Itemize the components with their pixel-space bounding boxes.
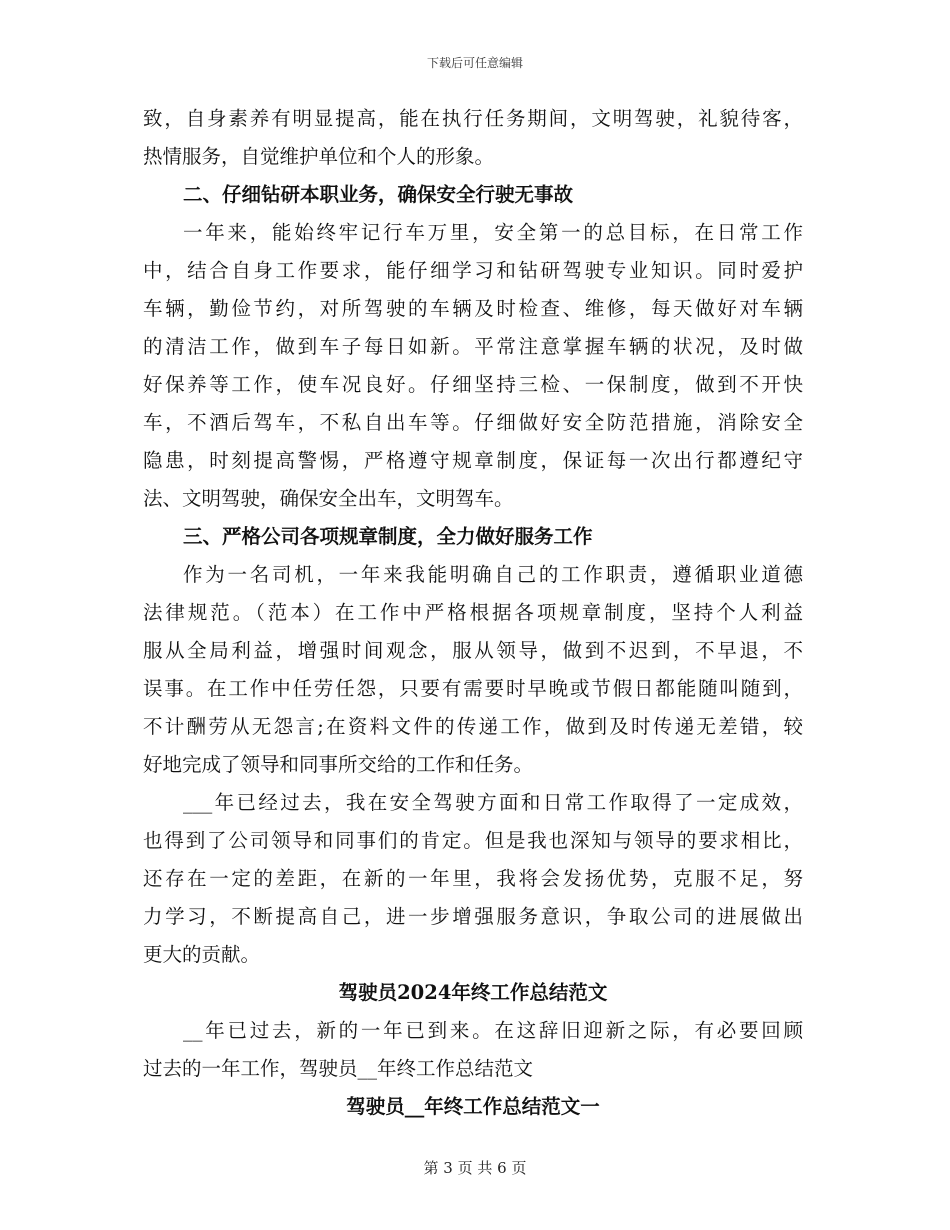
body-line: 的清洁工作，做到车子每日如新。平常注意掌握车辆的状况，及时做 [143, 335, 803, 358]
body-line: 还存在一定的差距，在新的一年里，我将会发扬优势，克服不足，努 [143, 867, 803, 890]
section-heading: 二、仔细钻研本职业务，确保安全行驶无事故 [183, 183, 574, 206]
body-line: 力学习，不断提高自己，进一步增强服务意识，争取公司的进展做出 [143, 905, 803, 928]
body-line: 致，自身素养有明显提高，能在执行任务期间，文明驾驶，礼貌待客， [143, 107, 803, 130]
section-heading: 三、严格公司各项规章制度，全力做好服务工作 [183, 525, 593, 548]
body-line: 好保养等工作，使车况良好。仔细坚持三检、一保制度，做到不开快 [143, 373, 803, 396]
body-line: 不计酬劳从无怨言;在资料文件的传递工作，做到及时传递无差错，较 [143, 715, 803, 738]
document-title: 驾驶员2024年终工作总结范文 [338, 981, 608, 1004]
body-line: 法律规范。（范本）在工作中严格根据各项规章制度，坚持个人利益 [143, 601, 803, 624]
document-body [143, 100, 803, 1126]
body-line: 法、文明驾驶，确保安全出车，文明驾车。 [143, 487, 514, 510]
page-footer: 第 3 页 共 6 页 [423, 1159, 527, 1177]
body-line: ___年已经过去，我在安全驾驶方面和日常工作取得了一定成效， [183, 791, 803, 814]
body-line: 误事。在工作中任劳任怨，只要有需要时早晚或节假日都能随叫随到， [143, 677, 803, 700]
body-line: 一年来，能始终牢记行车万里，安全第一的总目标，在日常工作 [183, 221, 803, 244]
body-line: 也得到了公司领导和同事们的肯定。但是我也深知与领导的要求相比， [143, 829, 803, 852]
body-line: 中，结合自身工作要求，能仔细学习和钻研驾驶专业知识。同时爱护 [143, 259, 803, 282]
body-line: 服从全局利益，增强时间观念，服从领导，做到不迟到，不早退，不 [143, 639, 803, 662]
subsection-title: 驾驶员__年终工作总结范文一 [346, 1095, 600, 1118]
page-header: 下载后可任意编辑 [426, 56, 523, 70]
body-line: 更大的贡献。 [143, 943, 261, 966]
body-line: 车，不酒后驾车，不私自出车等。仔细做好安全防范措施，消除安全 [143, 411, 803, 434]
body-line: 好地完成了领导和同事所交给的工作和任务。 [143, 753, 534, 776]
body-line: 热情服务，自觉维护单位和个人的形象。 [143, 145, 495, 168]
body-line: 隐患，时刻提高警惕，严格遵守规章制度，保证每一次出行都遵纪守 [143, 449, 803, 472]
body-line: 作为一名司机，一年来我能明确自己的工作职责，遵循职业道德 [183, 563, 803, 586]
body-line: 过去的一年工作，驾驶员__年终工作总结范文 [143, 1057, 534, 1080]
body-line: __年已过去，新的一年已到来。在这辞旧迎新之际，有必要回顾 [183, 1019, 803, 1042]
body-line: 车辆，勤俭节约，对所驾驶的车辆及时检查、维修，每天做好对车辆 [143, 297, 803, 320]
